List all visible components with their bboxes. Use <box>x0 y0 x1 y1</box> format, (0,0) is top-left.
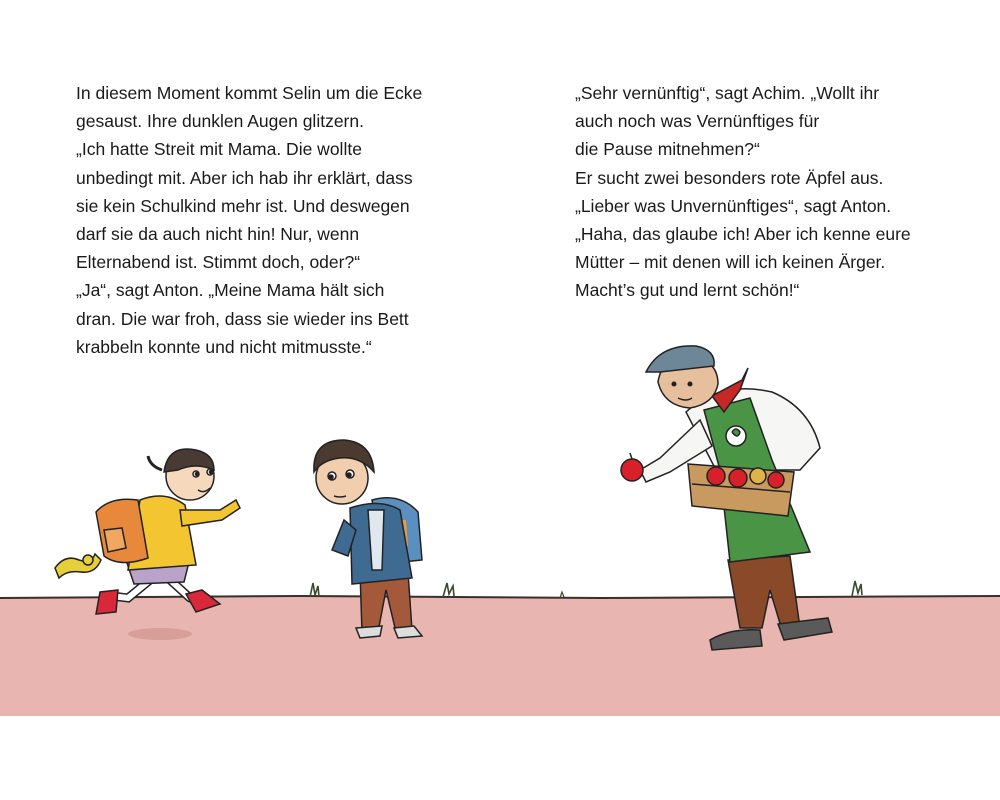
right-line: Macht’s gut und lernt schön!“ <box>575 280 800 301</box>
left-line: dran. Die war froh, dass sie wieder ins Bett <box>76 308 409 329</box>
left-line: Elternabend ist. Stimmt doch, oder?“ <box>76 252 361 273</box>
selin-figure <box>55 449 240 614</box>
left-line: darf sie da auch nicht hin! Nur, wenn <box>76 224 360 245</box>
right-line: „Sehr vernünftig“, sagt Achim. „Wollt ihr <box>575 83 880 103</box>
right-line: „Lieber was Unvernünftiges“, sagt Anton. <box>575 195 892 216</box>
left-line: „Ich hatte Streit mit Mama. Die wollte <box>76 139 362 160</box>
left-line: „Ja“, sagt Anton. „Meine Mama hält sich <box>76 280 385 301</box>
right-line: „Haha, das glaube ich! Aber ich kenne eure <box>575 224 911 245</box>
left-page-text <box>76 79 422 361</box>
left-line: In diesem Moment kommt Selin um die Ecke <box>76 83 423 103</box>
right-line: die Pause mitnehmen?“ <box>575 139 760 160</box>
left-line: sie kein Schulkind mehr ist. Und deswegen <box>76 195 410 216</box>
left-line: gesaust. Ihre dunklen Augen glitzern. <box>76 111 364 132</box>
right-line: Mütter – mit denen will ich keinen Ärger. <box>575 252 886 273</box>
right-line: Er sucht zwei besonders rote Äpfel aus. <box>575 167 884 188</box>
ground <box>0 581 1000 716</box>
toy-bunny-icon <box>55 554 101 578</box>
illustration <box>0 330 1000 720</box>
right-page-text <box>575 79 911 305</box>
left-line: krabbeln konnte und nicht mitmusste.“ <box>76 336 372 357</box>
right-line: auch noch was Vernünftiges für <box>575 111 820 132</box>
left-line: unbedingt mit. Aber ich hab ihr erklärt, dass <box>76 167 413 188</box>
